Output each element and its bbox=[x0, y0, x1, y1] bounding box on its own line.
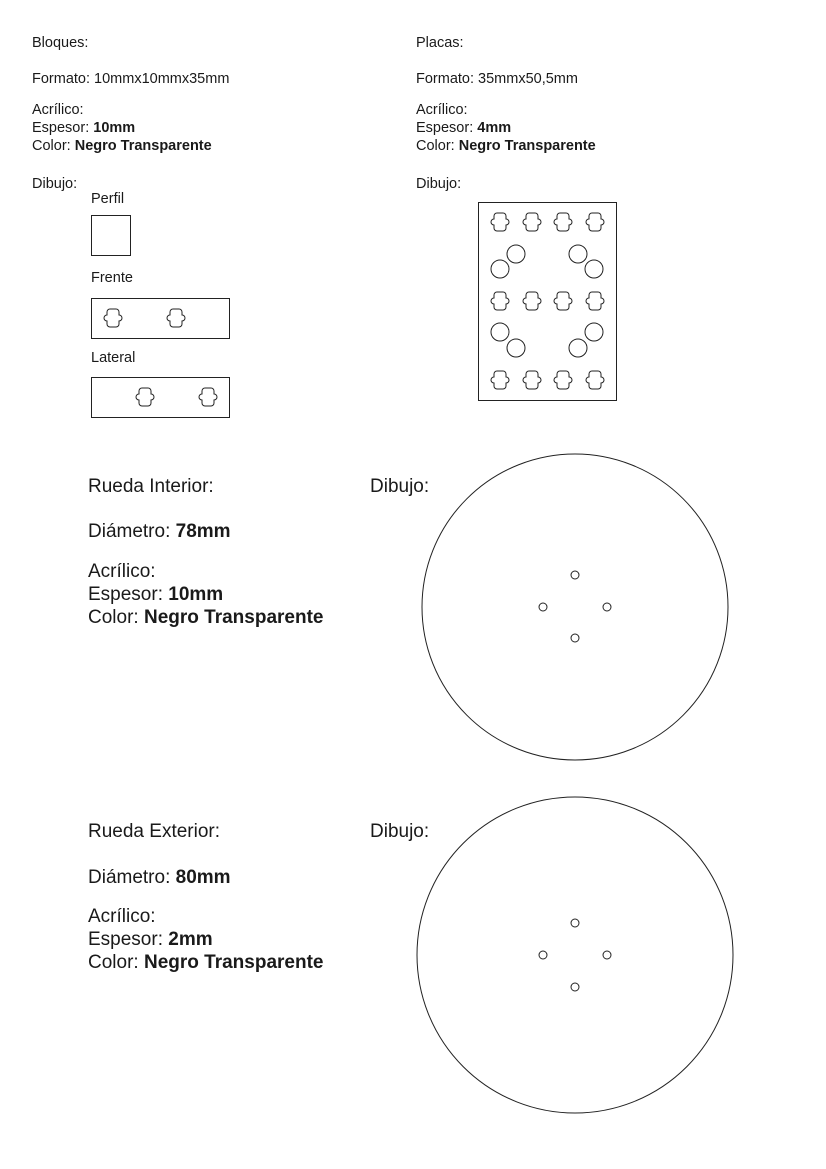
lateral-cross-cutout-1 bbox=[136, 388, 154, 406]
rueda-interior-hole bbox=[539, 603, 547, 611]
placas-acrilico: Acrílico: bbox=[416, 102, 468, 118]
placa-hole bbox=[569, 245, 587, 263]
rueda-interior-title: Rueda Interior: bbox=[88, 476, 214, 497]
placa-cross-cutout bbox=[586, 292, 604, 310]
bloques-title: Bloques: bbox=[32, 35, 89, 51]
bloques-acrilico: Acrílico: bbox=[32, 102, 84, 118]
perfil-label: Perfil bbox=[91, 191, 125, 207]
frente-cross-cutout-1 bbox=[104, 309, 122, 327]
frente-cross-cutout-2 bbox=[167, 309, 185, 327]
rueda-interior-dibujo-label: Dibujo: bbox=[370, 476, 430, 497]
frente-label: Frente bbox=[91, 270, 133, 286]
rueda-interior-espesor-value: 10mm bbox=[168, 584, 224, 605]
placa-hole bbox=[585, 260, 603, 278]
rueda-exterior-color-label: Color: bbox=[88, 952, 144, 973]
rueda-interior-circle bbox=[422, 454, 728, 760]
rueda-interior-espesor-label: Espesor: bbox=[88, 584, 169, 605]
placas-color-value: Negro Transparente bbox=[458, 138, 596, 154]
rueda-interior-hole bbox=[571, 634, 579, 642]
placa-cross-cutout bbox=[491, 371, 509, 389]
placa-cross-cutout bbox=[523, 292, 541, 310]
bloques-dibujo-label: Dibujo: bbox=[32, 176, 78, 192]
rueda-interior-hole bbox=[571, 571, 579, 579]
bloques-color-label: Color: bbox=[32, 138, 75, 154]
placas-title: Placas: bbox=[416, 35, 464, 51]
rueda-exterior-circle bbox=[417, 797, 733, 1113]
placa-cross-cutout bbox=[586, 213, 604, 231]
placa-hole bbox=[585, 323, 603, 341]
rueda-exterior-color-value: Negro Transparente bbox=[143, 952, 324, 973]
placa-hole bbox=[491, 260, 509, 278]
placa-cross-cutout bbox=[554, 213, 572, 231]
placa-cross-cutout bbox=[554, 292, 572, 310]
placa-cross-cutout bbox=[586, 371, 604, 389]
placas-formato: Formato: 35mmx50,5mm bbox=[416, 71, 578, 87]
rueda-interior-acrilico: Acrílico: bbox=[88, 561, 156, 582]
placas-color-label: Color: bbox=[416, 138, 459, 154]
bloques-espesor-value: 10mm bbox=[93, 120, 136, 136]
rueda-exterior-title: Rueda Exterior: bbox=[88, 821, 221, 842]
placa-hole bbox=[569, 339, 587, 357]
placas-espesor-label: Espesor: bbox=[416, 120, 478, 136]
lateral-cross-cutout-2 bbox=[199, 388, 217, 406]
placa-hole bbox=[491, 323, 509, 341]
rueda-interior-diametro-label: Diámetro: bbox=[88, 521, 176, 542]
placas-dibujo-label: Dibujo: bbox=[416, 176, 462, 192]
placa-cross-cutout bbox=[523, 213, 541, 231]
placa-hole bbox=[507, 339, 525, 357]
placa-hole bbox=[507, 245, 525, 263]
placas-espesor-value: 4mm bbox=[477, 120, 512, 136]
rueda-exterior-hole bbox=[571, 983, 579, 991]
rueda-interior-color-label: Color: bbox=[88, 607, 144, 628]
placa-cross-cutout bbox=[491, 213, 509, 231]
rueda-interior-hole bbox=[603, 603, 611, 611]
rueda-exterior-espesor-value: 2mm bbox=[168, 929, 213, 950]
rueda-exterior-acrilico: Acrílico: bbox=[88, 906, 156, 927]
bloques-color-value: Negro Transparente bbox=[74, 138, 212, 154]
bloques-espesor-label: Espesor: bbox=[32, 120, 94, 136]
rueda-exterior-hole bbox=[603, 951, 611, 959]
rueda-exterior-hole bbox=[539, 951, 547, 959]
rueda-exterior-diametro-value: 80mm bbox=[175, 867, 231, 888]
rueda-exterior-diametro-label: Diámetro: bbox=[88, 867, 176, 888]
placa-cross-cutout bbox=[491, 292, 509, 310]
rueda-interior-color-value: Negro Transparente bbox=[143, 607, 324, 628]
rueda-exterior-dibujo-label: Dibujo: bbox=[370, 821, 430, 842]
rueda-exterior-espesor-label: Espesor: bbox=[88, 929, 169, 950]
placa-cross-cutout bbox=[554, 371, 572, 389]
bloques-formato: Formato: 10mmx10mmx35mm bbox=[32, 71, 230, 87]
placa-cross-cutout bbox=[523, 371, 541, 389]
rueda-interior-diametro-value: 78mm bbox=[175, 521, 231, 542]
rueda-exterior-hole bbox=[571, 919, 579, 927]
lateral-label: Lateral bbox=[91, 350, 136, 366]
